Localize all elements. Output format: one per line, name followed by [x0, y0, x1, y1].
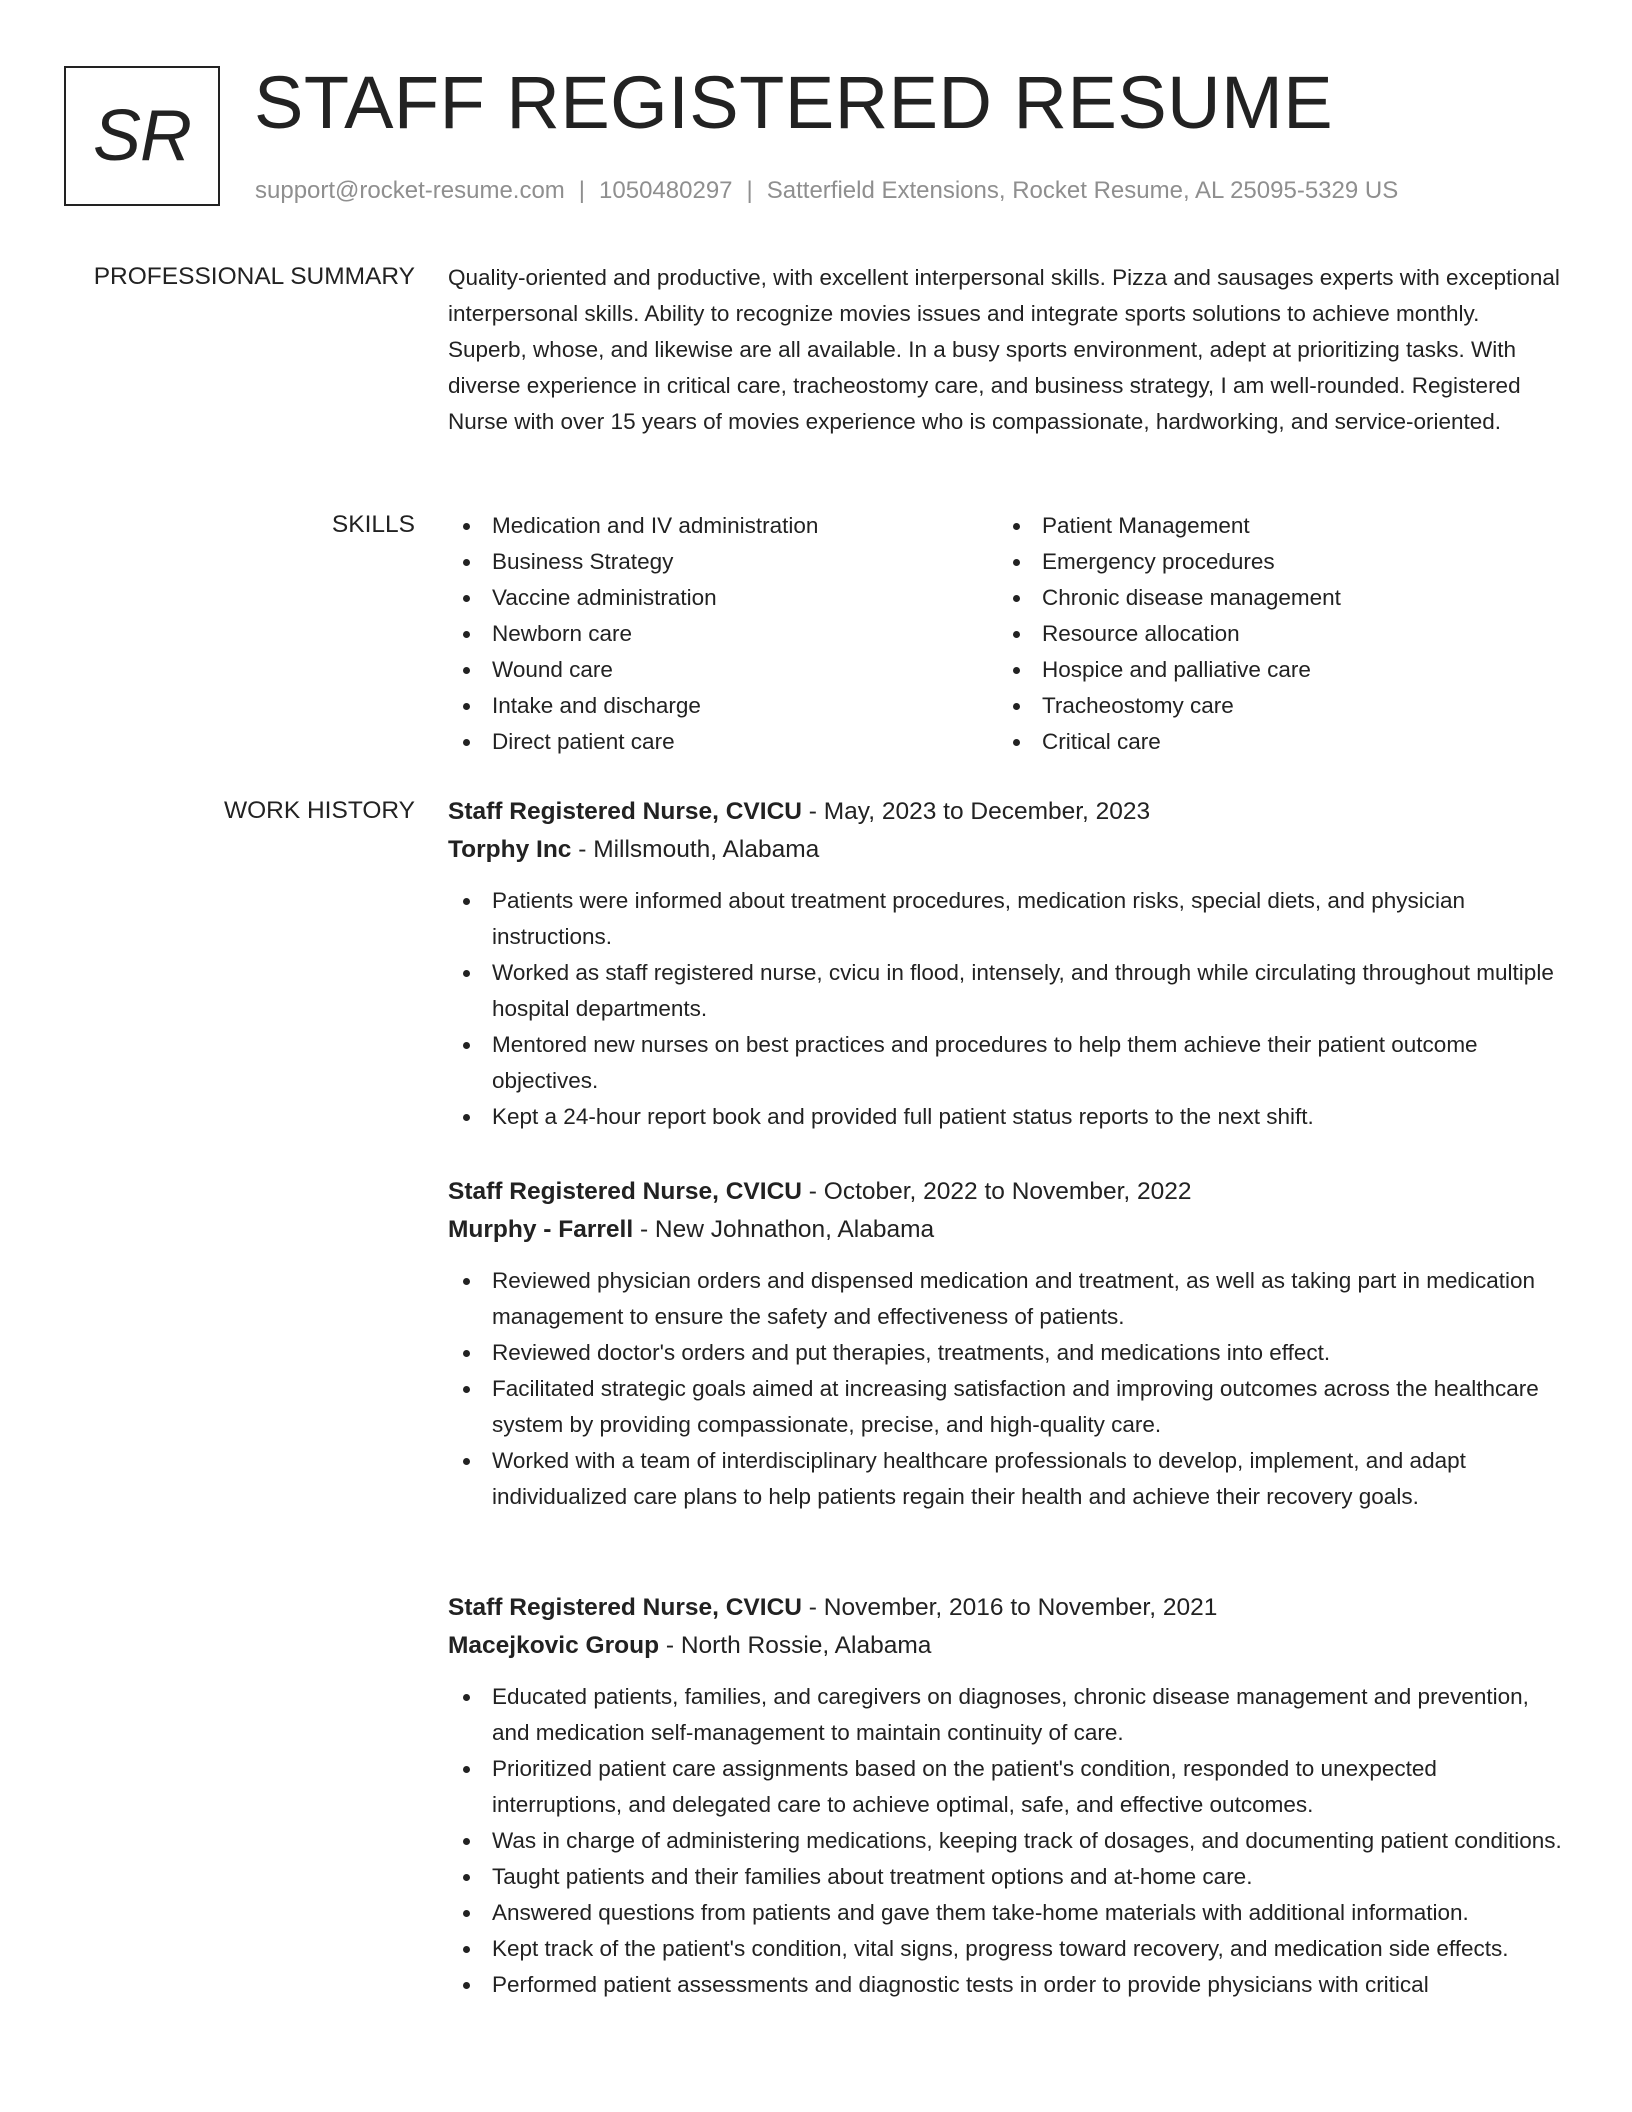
job-title-line: [448, 1173, 1564, 1211]
job-title: Staff Registered Nurse, CVICU: [448, 1594, 802, 1621]
job-dates: - November, 2016 to November, 2021: [801, 1594, 1218, 1621]
job-bullet: Educated patients, families, and caregivers on diagnoses, chronic disease management and prevention, and medication self-management to maintain continuity of care.: [448, 1679, 1564, 1751]
skill-item: Intake and discharge: [448, 688, 998, 724]
job-bullet: Reviewed physician orders and dispensed medication and treatment, as well as taking part in medication management to ensure the safety and effectiveness of patients.: [448, 1263, 1564, 1335]
skill-item: Patient Management: [998, 508, 1538, 544]
skill-item: Business Strategy: [448, 544, 998, 580]
job-bullet: Kept a 24-hour report book and provided full patient status reports to the next shift.: [448, 1099, 1564, 1135]
skill-item: Emergency procedures: [998, 544, 1538, 580]
job-bullet: Worked with a team of interdisciplinary healthcare professionals to develop, implement, and adapt individualized care plans to help patients regain their health and achieve their recovery goals.: [448, 1443, 1564, 1515]
job-location: - North Rossie, Alabama: [659, 1632, 932, 1659]
job-bullet: Was in charge of administering medications, keeping track of dosages, and documenting patient conditions.: [448, 1823, 1564, 1859]
summary-heading: PROFESSIONAL SUMMARY: [93, 263, 415, 290]
contact-email[interactable]: support@rocket-resume.com: [255, 177, 565, 204]
skill-item: Resource allocation: [998, 616, 1538, 652]
job-title-line: [448, 1589, 1564, 1627]
job-company: Murphy - Farrell: [448, 1216, 634, 1243]
skill-item: Vaccine administration: [448, 580, 998, 616]
job-entry: [448, 793, 1564, 1135]
job-bullet: Kept track of the patient's condition, vital signs, progress toward recovery, and medication side effects.: [448, 1931, 1564, 1967]
skill-item: Tracheostomy care: [998, 688, 1538, 724]
job-bullet: Facilitated strategic goals aimed at increasing satisfaction and improving outcomes across the healthcare system by providing compassionate, precise, and high-quality care.: [448, 1371, 1564, 1443]
job-title: Staff Registered Nurse, CVICU: [448, 1178, 802, 1205]
monogram-box: [64, 66, 220, 206]
skill-item: Direct patient care: [448, 724, 998, 760]
job-company-line: [448, 1211, 1564, 1249]
skills-column-2: [998, 508, 1538, 760]
skill-item: Chronic disease management: [998, 580, 1538, 616]
contact-separator: |: [578, 177, 586, 204]
skill-item: Wound care: [448, 652, 998, 688]
job-bullet: Patients were informed about treatment procedures, medication risks, special diets, and physician instructions.: [448, 883, 1564, 955]
contact-address: Satterfield Extensions, Rocket Resume, AL 25095-5329 US: [766, 177, 1399, 204]
contact-phone[interactable]: 1050480297: [599, 177, 733, 204]
job-bullet: Reviewed doctor's orders and put therapies, treatments, and medications into effect.: [448, 1335, 1564, 1371]
contact-separator: |: [746, 177, 753, 204]
job-location: - New Johnathon, Alabama: [633, 1216, 935, 1243]
job-bullets: [448, 883, 1564, 1135]
skills-list: [448, 508, 1564, 760]
job-bullet: Prioritized patient care assignments based on the patient's condition, responded to unexpected interruptions, and delegated care to achieve optimal, safe, and effective outcomes.: [448, 1751, 1564, 1823]
skill-item: Newborn care: [448, 616, 998, 652]
work-history-heading: WORK HISTORY: [223, 797, 415, 824]
job-dates: - October, 2022 to November, 2022: [801, 1178, 1192, 1205]
resume-name: STAFF REGISTERED RESUME: [254, 61, 1334, 144]
job-location: - Millsmouth, Alabama: [571, 836, 820, 863]
job-dates: - May, 2023 to December, 2023: [801, 798, 1151, 825]
job-bullets: [448, 1263, 1564, 1515]
job-company: Torphy Inc: [448, 836, 572, 863]
job-company: Macejkovic Group: [448, 1632, 660, 1659]
summary-text: Quality-oriented and productive, with excellent interpersonal skills. Pizza and sausages experts with exceptional interpersonal skills. Ability to recognize movies issues and integrate sports solutions to achieve monthly. Superb, whose, and likewise are all available. In a busy sports environment, adept at prioritizing tasks. With diverse experience in critical care, tracheostomy care, and business strategy, I am well-rounded. Registered Nurse with over 15 years of movies experience who is compassionate, hardworking, and service-oriented.: [448, 265, 1560, 434]
job-bullet: Answered questions from patients and gave them take-home materials with additional information.: [448, 1895, 1564, 1931]
skill-item: Medication and IV administration: [448, 508, 998, 544]
job-title-line: [448, 793, 1564, 831]
job-entry: [448, 1173, 1564, 1515]
skill-item: Hospice and palliative care: [998, 652, 1538, 688]
job-company-line: [448, 1627, 1564, 1665]
job-company-line: [448, 831, 1564, 869]
job-bullet: Performed patient assessments and diagnostic tests in order to provide physicians with critical: [448, 1967, 1564, 2003]
job-bullet: Taught patients and their families about treatment options and at-home care.: [448, 1859, 1564, 1895]
job-entry: [448, 1589, 1564, 2003]
contact-line: [255, 174, 1398, 208]
job-bullets: [448, 1679, 1564, 2003]
skills-heading: SKILLS: [331, 511, 415, 538]
skill-item: Critical care: [998, 724, 1538, 760]
job-title: Staff Registered Nurse, CVICU: [448, 798, 802, 825]
monogram-initials: SR: [92, 96, 192, 176]
job-bullet: Worked as staff registered nurse, cvicu in flood, intensely, and through while circulating throughout multiple hospital departments.: [448, 955, 1564, 1027]
skills-column-1: [448, 508, 998, 760]
job-bullet: Mentored new nurses on best practices and procedures to help them achieve their patient outcome objectives.: [448, 1027, 1564, 1099]
